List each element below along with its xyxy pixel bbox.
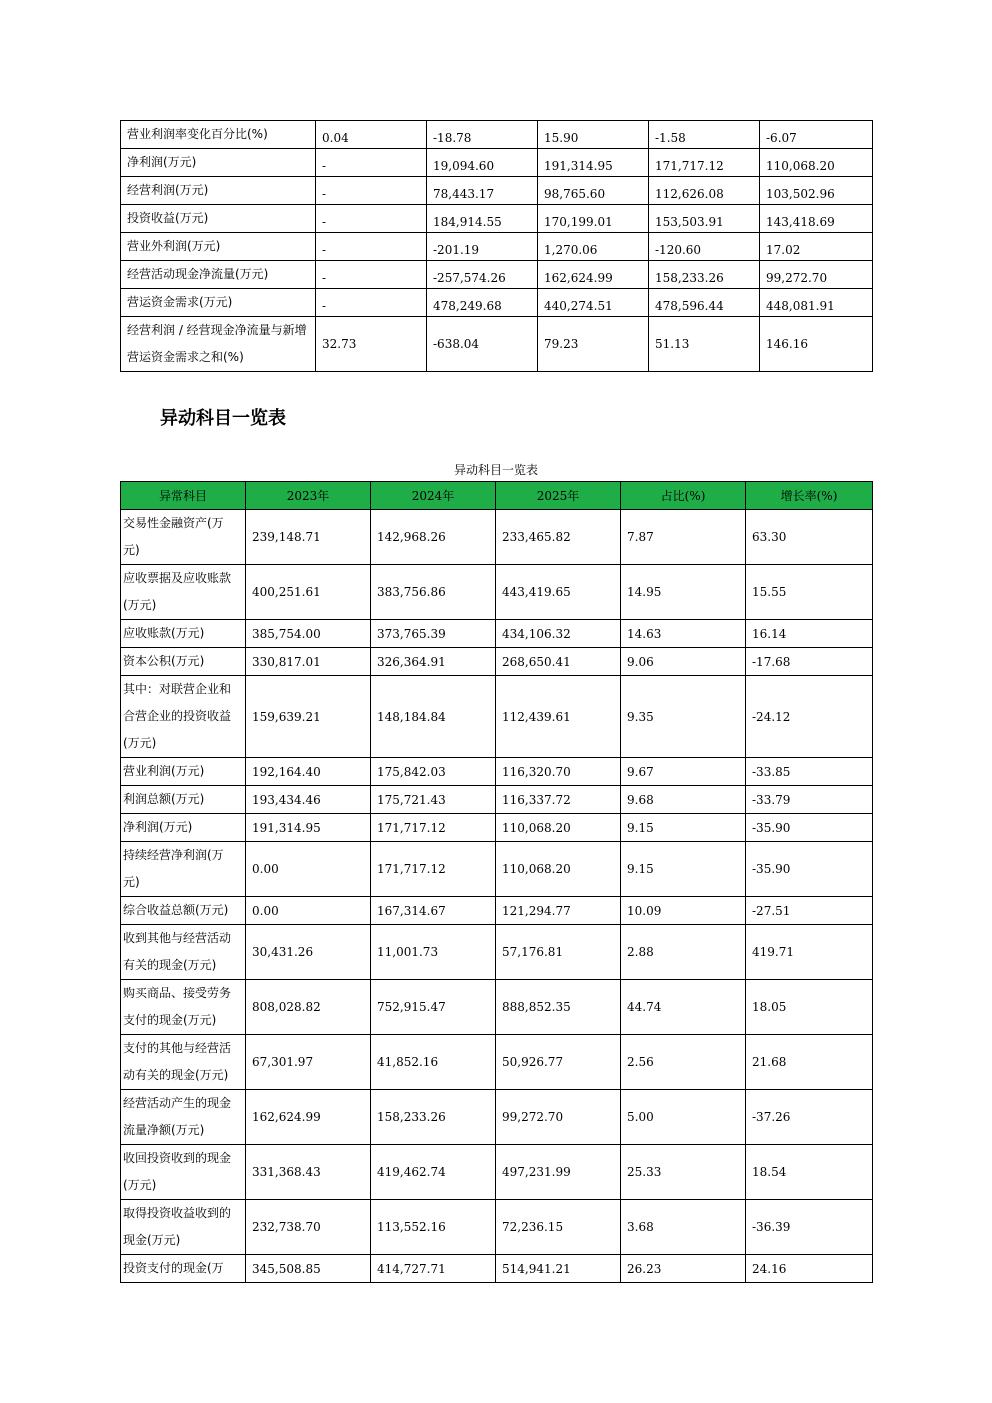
table-row [121,897,873,925]
value-cell: 1,270.06 [538,233,649,261]
value-cell: - [316,261,427,289]
value-cell: 171,717.12 [649,149,760,177]
value-cell: 32.73 [316,317,427,372]
value-cell: 51.13 [649,317,760,372]
value-cell: 239,148.71 [246,510,371,565]
value-cell: 26.23 [621,1255,746,1283]
item-label: 营业利润(万元) [121,758,246,786]
value-cell: 175,842.03 [371,758,496,786]
table-row [121,648,873,676]
value-cell: 159,639.21 [246,676,371,758]
item-label: 收回投资收到的现金(万元) [121,1145,246,1200]
value-cell: 121,294.77 [496,897,621,925]
item-label: 收到其他与经营活动有关的现金(万元) [121,925,246,980]
value-cell: 440,274.51 [538,289,649,317]
value-cell: 116,337.72 [496,786,621,814]
header-cell: 2023年 [246,482,371,510]
value-cell: 497,231.99 [496,1145,621,1200]
value-cell: 10.09 [621,897,746,925]
value-cell: 142,968.26 [371,510,496,565]
row-label: 经营活动现金净流量(万元) [121,261,316,289]
value-cell: 112,626.08 [649,177,760,205]
indicator-table [120,120,873,372]
header-cell: 2025年 [496,482,621,510]
table-header-row [121,482,873,510]
value-cell: 9.35 [621,676,746,758]
value-cell: 0.00 [246,842,371,897]
value-cell: 268,650.41 [496,648,621,676]
value-cell: 326,364.91 [371,648,496,676]
table-row [121,980,873,1035]
value-cell: -257,574.26 [427,261,538,289]
value-cell: 385,754.00 [246,620,371,648]
value-cell: 143,418.69 [760,205,873,233]
value-cell: 383,756.86 [371,565,496,620]
value-cell: 15.55 [746,565,873,620]
value-cell: 330,817.01 [246,648,371,676]
value-cell: 414,727.71 [371,1255,496,1283]
value-cell: 153,503.91 [649,205,760,233]
value-cell: 11,001.73 [371,925,496,980]
value-cell: 167,314.67 [371,897,496,925]
table-row [121,842,873,897]
value-cell: 752,915.47 [371,980,496,1035]
value-cell: 146.16 [760,317,873,372]
value-cell: 7.87 [621,510,746,565]
value-cell: -17.68 [746,648,873,676]
table-row [121,233,873,261]
value-cell: 30,431.26 [246,925,371,980]
row-label: 营业外利润(万元) [121,233,316,261]
value-cell: 184,914.55 [427,205,538,233]
item-label: 净利润(万元) [121,814,246,842]
value-cell: 191,314.95 [246,814,371,842]
value-cell: 233,465.82 [496,510,621,565]
value-cell: 16.14 [746,620,873,648]
value-cell: -6.07 [760,121,873,149]
value-cell: 448,081.91 [760,289,873,317]
table-row [121,565,873,620]
value-cell: 18.05 [746,980,873,1035]
table-row [121,205,873,233]
row-label: 净利润(万元) [121,149,316,177]
value-cell: 103,502.96 [760,177,873,205]
value-cell: -24.12 [746,676,873,758]
table-row [121,121,873,149]
header-cell: 占比(%) [621,482,746,510]
value-cell: 44.74 [621,980,746,1035]
value-cell: 443,419.65 [496,565,621,620]
table-row [121,1145,873,1200]
value-cell: -36.39 [746,1200,873,1255]
table-row [121,1200,873,1255]
value-cell: 162,624.99 [538,261,649,289]
value-cell: 3.68 [621,1200,746,1255]
value-cell: 171,717.12 [371,814,496,842]
value-cell: 99,272.70 [760,261,873,289]
value-cell: 2.88 [621,925,746,980]
value-cell: 14.63 [621,620,746,648]
table-row [121,1255,873,1283]
value-cell: 18.54 [746,1145,873,1200]
table-row [121,814,873,842]
item-label: 应收账款(万元) [121,620,246,648]
value-cell: -1.58 [649,121,760,149]
value-cell: 478,596.44 [649,289,760,317]
value-cell: 99,272.70 [496,1090,621,1145]
header-cell: 2024年 [371,482,496,510]
value-cell: 9.06 [621,648,746,676]
value-cell: - [316,205,427,233]
value-cell: -18.78 [427,121,538,149]
value-cell: 0.04 [316,121,427,149]
value-cell: 9.15 [621,814,746,842]
value-cell: 57,176.81 [496,925,621,980]
value-cell: -35.90 [746,814,873,842]
value-cell: 5.00 [621,1090,746,1145]
table-caption: 异动科目一览表 [453,463,538,477]
value-cell: 9.15 [621,842,746,897]
value-cell: -33.79 [746,786,873,814]
value-cell: 175,721.43 [371,786,496,814]
row-label: 投资收益(万元) [121,205,316,233]
item-label: 支付的其他与经营活动有关的现金(万元) [121,1035,246,1090]
value-cell: 63.30 [746,510,873,565]
value-cell: 158,233.26 [371,1090,496,1145]
value-cell: 419,462.74 [371,1145,496,1200]
row-label: 营业利润率变化百分比(%) [121,121,316,149]
value-cell: -27.51 [746,897,873,925]
table-row [121,676,873,758]
row-label: 营运资金需求(万元) [121,289,316,317]
value-cell: 331,368.43 [246,1145,371,1200]
value-cell: 373,765.39 [371,620,496,648]
value-cell: 345,508.85 [246,1255,371,1283]
table-row [121,149,873,177]
value-cell: 113,552.16 [371,1200,496,1255]
item-label: 利润总额(万元) [121,786,246,814]
value-cell: 25.33 [621,1145,746,1200]
value-cell: 148,184.84 [371,676,496,758]
table-row [121,1090,873,1145]
table-row [121,786,873,814]
header-cell: 增长率(%) [746,482,873,510]
value-cell: 171,717.12 [371,842,496,897]
value-cell: 9.67 [621,758,746,786]
table-row [121,758,873,786]
item-label: 资本公积(万元) [121,648,246,676]
value-cell: 514,941.21 [496,1255,621,1283]
value-cell: - [316,149,427,177]
value-cell: -33.85 [746,758,873,786]
value-cell: 400,251.61 [246,565,371,620]
value-cell: 158,233.26 [649,261,760,289]
table-row [121,510,873,565]
value-cell: -37.26 [746,1090,873,1145]
value-cell: - [316,177,427,205]
value-cell: 0.00 [246,897,371,925]
value-cell: 2.56 [621,1035,746,1090]
item-label: 应收票据及应收账款(万元) [121,565,246,620]
value-cell: 98,765.60 [538,177,649,205]
value-cell: 110,068.20 [760,149,873,177]
value-cell: 434,106.32 [496,620,621,648]
value-cell: 162,624.99 [246,1090,371,1145]
value-cell: 170,199.01 [538,205,649,233]
value-cell: -35.90 [746,842,873,897]
value-cell: -120.60 [649,233,760,261]
row-label: 经营利润 / 经营现金净流量与新增营运资金需求之和(%) [121,317,316,372]
item-label: 购买商品、接受劳务支付的现金(万元) [121,980,246,1035]
item-label: 交易性金融资产(万元) [121,510,246,565]
value-cell: 79.23 [538,317,649,372]
table-row [121,925,873,980]
table-row [121,620,873,648]
item-label: 经营活动产生的现金流量净额(万元) [121,1090,246,1145]
value-cell: - [316,289,427,317]
table-row [121,317,873,372]
value-cell: 78,443.17 [427,177,538,205]
value-cell: 116,320.70 [496,758,621,786]
value-cell: 17.02 [760,233,873,261]
value-cell: 50,926.77 [496,1035,621,1090]
value-cell: 72,236.15 [496,1200,621,1255]
value-cell: 191,314.95 [538,149,649,177]
value-cell: -201.19 [427,233,538,261]
value-cell: 24.16 [746,1255,873,1283]
value-cell: 15.90 [538,121,649,149]
value-cell: - [316,233,427,261]
value-cell: -638.04 [427,317,538,372]
value-cell: 9.68 [621,786,746,814]
anomaly-items-table [120,481,873,1283]
value-cell: 478,249.68 [427,289,538,317]
value-cell: 888,852.35 [496,980,621,1035]
table-row [121,261,873,289]
item-label: 综合收益总额(万元) [121,897,246,925]
section-heading: 异动科目一览表 [160,408,286,429]
item-label: 投资支付的现金(万 [121,1255,246,1283]
item-label: 持续经营净利润(万元) [121,842,246,897]
value-cell: 419.71 [746,925,873,980]
value-cell: 21.68 [746,1035,873,1090]
value-cell: 110,068.20 [496,814,621,842]
item-label: 取得投资收益收到的现金(万元) [121,1200,246,1255]
value-cell: 112,439.61 [496,676,621,758]
item-label: 其中：对联营企业和合营企业的投资收益(万元) [121,676,246,758]
value-cell: 192,164.40 [246,758,371,786]
row-label: 经营利润(万元) [121,177,316,205]
value-cell: 193,434.46 [246,786,371,814]
value-cell: 110,068.20 [496,842,621,897]
table-row [121,177,873,205]
header-cell: 异常科目 [121,482,246,510]
value-cell: 808,028.82 [246,980,371,1035]
value-cell: 41,852.16 [371,1035,496,1090]
table-row [121,1035,873,1090]
value-cell: 232,738.70 [246,1200,371,1255]
value-cell: 67,301.97 [246,1035,371,1090]
table-row [121,289,873,317]
value-cell: 14.95 [621,565,746,620]
value-cell: 19,094.60 [427,149,538,177]
